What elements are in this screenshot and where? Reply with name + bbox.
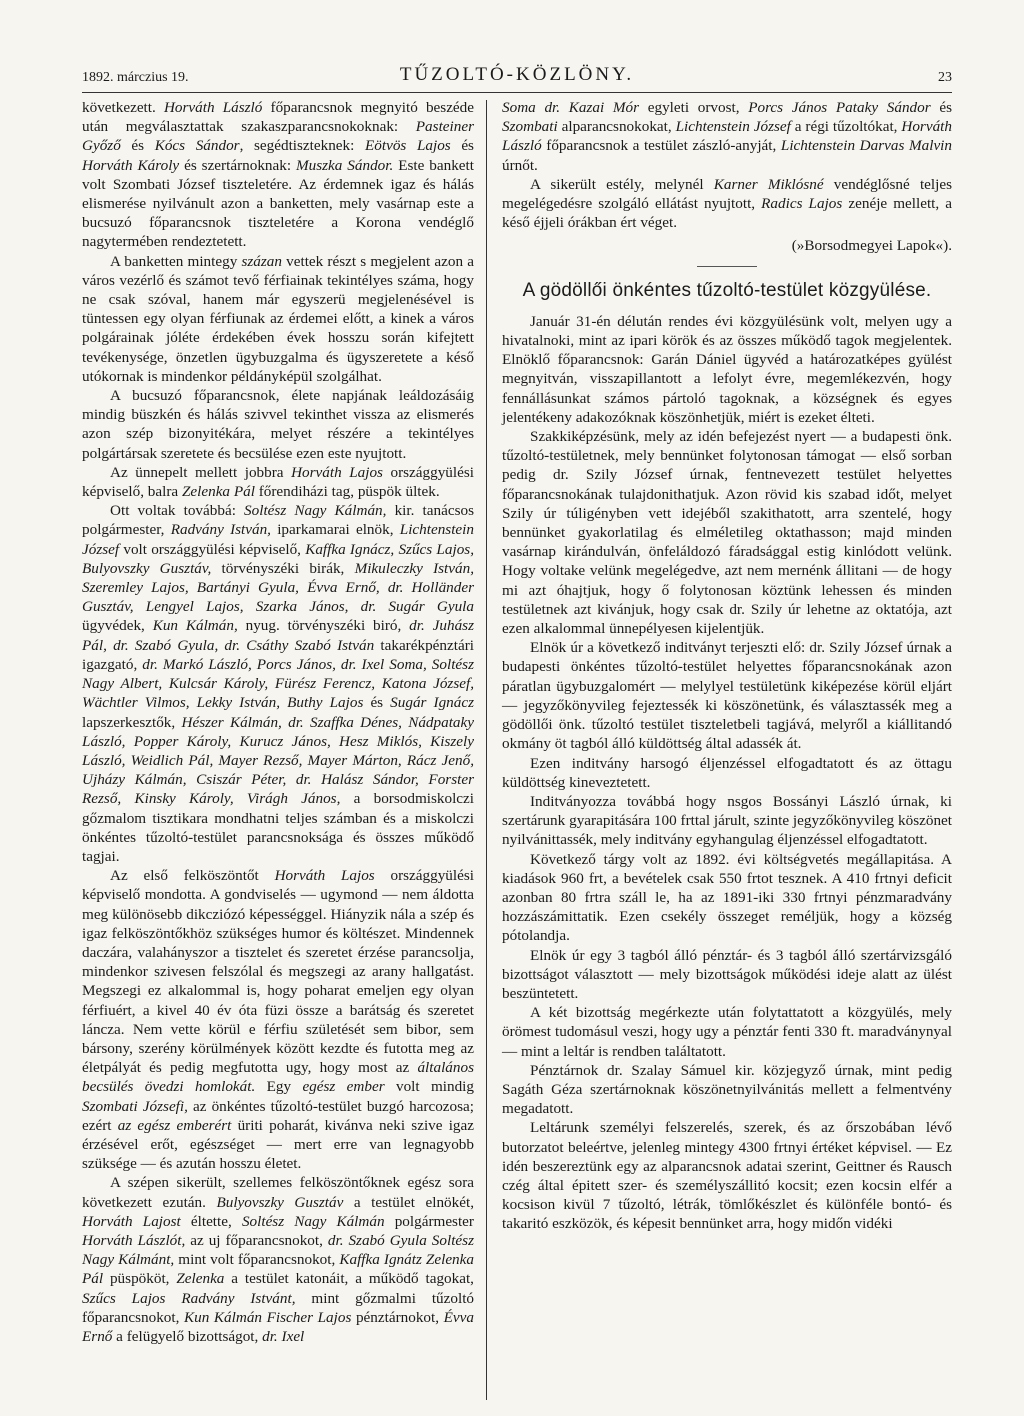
paragraph: Az ünnepelt mellett jobbra Horváth Lajos országgyülési képviselő, balra Zelenka Pál főrendiházi tag, püspök ültek. [82,463,474,501]
paragraph: A két bizottság megérkezte után folytattatott a közgyülés, mely örömest tudomásul veszi, hogy ugy a pénztár fenti 330 ft. maradványnyal — mint a leltár is rendben találtatott. [502,1004,952,1060]
paragraph: Következő tárgy volt az 1892. évi költségvetés megállapitása. A kiadások 960 frt, a bevételek csak 550 frtot tesznek. A 410 frtnyi deficit azonban 80 frtra száll le, ha az 1891-iki 330 frtnyi pénzmaradvány hozzászámittatik. Ezen csekély összeget reméljük, hogy a község pótolandja. [502,850,952,945]
source-attribution: (»Borsodmegyei Lapok«). [791,237,952,255]
paragraph: Pénztárnok dr. Szalay Sámuel kir. közjegyző úrnak, mint pedig Sagáth Géza szertárnoknak köszönetnyilvánitás mellett a felmentvény megadatott. [502,1061,952,1118]
paragraph: Az első felköszöntőt Horváth Lajos országgyülési képviselő mondotta. A gondviselés — ugymond — nem áldotta meg különösebb dikcziózó képességgel. Hiányzik nála a szép és igaz felköszöntőkhöz szükséges humor és költészet. Mindennek daczára, valahányszor a tisztelet és szeretet érzése parancsolja, mindenkor szivesen felszólal és megszegi az arany hallgatást. Megszegi ez alkalommal is, hogy poharat emeljen egy olyan férfiuért, a kivel 40 év óta füzi össze a barátság és szeretet láncza. Nem vette körül e férfiu születését sem bibor, sem bársony, szerény körülmények között kezdte és futotta meg az életpályát és pedig megfutotta ugy, hogy most az általános becsülés övedzi homlokát. Egy egész ember volt mindig Szombati Józsefi, az önkéntes tűzoltó-testület buzgó harcozosa; ezért az egész emberért üriti poharát, kivánva neki szive igaz érzésével erőt, egészséget — mert erre van legnagyobb szüksége — és azután hosszu életet. [82,867,475,1173]
paragraph: A bucsuzó főparancsnok, élete napjának leáldozásáig mindig büszkén és hálás szivvel tekinthet vissza az elismerés azon szép bizonyitékára, melyet részére a tekintélyes polgártársak szeretete és becsülése ezen este nyujtott. [82,387,474,462]
right-column [502,98,952,1234]
paragraph: A szépen sikerült, szellemes felköszöntőknek egész sora következett ezután. Bulyovszky Gusztáv a testület elnökét, Horváth Lajost éltette, Soltész Nagy Kálmán polgármester Horváth Lászlót, az uj főparancsnokot, dr. Szabó Gyula Soltész Nagy Kálmánt, mint volt főparancsnokot, Kaffka Ignátz Zelenka Pál püspököt, Zelenka a testület katonáit, a működő tagokat, Szűcs Lajos Radvány Istvánt, mint gőzmalmi tűzoltó főparancsnokot, Kun Kálmán Fischer Lajos pénztárnokot, Évva Ernő a felügyelő bizottságot, dr. Ixel [82,1174,475,1345]
paragraph: A sikerült estély, melynél Karner Miklósné vendéglősné teljes megelégedésre szolgáló ellátást nyujtott, Radics Lajos zenéje mellett, a késő éjjeli órákban ért véget. [502,175,953,232]
paragraph: következett. Horváth László főparancsnok megnyitó beszéde után megválasztattak szakaszparancsnokoknak: Pasteiner Győző és Kócs Sándor, segédtiszteknek: Eötvös Lajos és Horváth Károly és szertárnoknak: Muszka Sándor. Este bankett volt Szombati József tiszteletére. Az érdemnek igaz és hálás elismerése nyilvánult azon a banketten, mely vasárnap este a bucsuzó főparancsnok tiszteletére a Korona vendéglő nagytermében rendeztetett. [82,99,475,251]
paragraph: Ezen inditvány harsogó éljenzéssel elfogadtatott és az öttagu küldöttség kineveztetett. [502,754,952,791]
column-divider [486,100,487,1400]
paragraph: Január 31-én délután rendes évi közgyülésünk volt, melyen ugy a hivatalnoki, mint az ipari körök és az összes működő tagok megjelentek. Elnöklő főparancsnok: Garán Dániel ügyvéd a határozatképes gyülést megnyitván, visszapillantott a lefolyt évre, megemlékezvén, hogy fennállásunkat számos pártoló tagoknak, a községnek és egyes jelentékeny adakozóknak köszönhetjük, miért is ezeket élteti. [502,312,952,426]
paragraph: Soma dr. Kazai Mór egyleti orvost, Porcs János Pataky Sándor és Szombati alparancsnokokat, Lichtenstein József a régi tűzoltókat, Horváth László főparancsnok a testület zászló-anyját, Lichtenstein Darvas Malvin úrnőt. [502,99,952,174]
masthead-title: TŰZOLTÓ-KÖZLÖNY. [399,64,635,85]
paragraph: Szakkiképzésünk, mely az idén befejezést nyert — a budapesti önk. tűzoltó-testületnek, mely bennünket folytonosan támogat — első sorban pedig dr. Szily József úrnak, fentnevezett testület helyettes főparancsnokának tulajdonithatjuk. Azon rövid kis szabad időt, melyet Szily úr túligényben vett idejéből szakithatott, arra szentelé, hogy bennünket gyakorlatilag és elméletileg oktathasson; majd minden vasárnap kirándulván, önfeláldozó fáradsággal estig kinlódott velünk. Hogy voltake velünk megelégedve, azt nem mernénk állitani — de hogy mi azt óhajtjuk, hogy ő folytonosan köztünk lehessen és minden testületnek azt kivánjuk, hogy csak dr. Szily úr lehetne az oktatója, azt ezen alkalommal ünnepélyesen kijelentjük. [502,428,952,638]
previous-article-continuation [502,98,952,232]
page-header [82,64,952,90]
paragraph: Ott voltak továbbá: Soltész Nagy Kálmán, kir. tanácsos polgármester, Radvány István, iparkamarai elnök, Lichtenstein József volt országgyülési képviselő, Kaffka Ignácz, Szűcs Lajos, Bulyovszky Gusztáv, törvényszéki birák, Mikuleczky István, Szeremley Lajos, Bartányi Gyula, Évva Ernő, dr. Holländer Gusztáv, Lengyel Lajos, Szarka János, dr. Sugár Gyula ügyvédek, Kun Kálmán, nyug. törvényszéki biró, dr. Juhász Pál, dr. Szabó Gyula, dr. Csáthy Szabó István takarékpénztári igazgató, dr. Markó László, Porcs János, dr. Ixel Soma, Soltész Nagy Albert, Kulcsár Károly, Fürész Ferencz, Katona József, Wächtler Vilmos, Lekky István, Buthy Lajos és Sugár Ignácz lapszerkesztők, Hészer Kálmán, dr. Szaffka Dénes, Nádpataky László, Popper Károly, Kurucz János, Hesz Miklós, Kiszely László, Weidlich Pál, Mayer Rezső, Mayer Márton, Rácz Jenő, Ujházy Kálmán, Csiszár Péter, dr. Halász Sándor, Forster Rezső, Kinsky Károly, Virágh János, a borsodmiskolczi gőzmalom tisztikara mondhatni teljes számban és a miskolczi önkéntes tűzoltó-testület parancsnoksága és összes működő tagjai. [82,502,475,865]
paragraph: A banketten mintegy százan vettek részt s megjelent azon a város vezérlő és számot tevő férfiainak tekintélyes száma, hogy ne csak szóval, hanem már egyszerü megjelenésével is tüntessen egy olyan férfiunak az érdemei előtt, a kinek a város polgárainak jóléte érdekében évek hosszu során kifejtett tevékenysége, önzetlen ügybuzgalma és ügyszeretete a késő utókornak is mindenkor példányképül szolgálhat. [82,252,474,385]
article-body [502,312,952,1234]
left-column [82,98,474,1346]
article-separator [697,266,757,267]
paragraph: Elnök úr egy 3 tagból álló pénztár- és 3 tagból álló szertárvizsgáló bizottságot választott — mely bizottságok működési ideje alatt az ülést beszüntetett. [502,946,952,1002]
paragraph: Leltárunk személyi felszerelés, szerek, és az őrszobában lévő butorzatot beleértve, jelenleg mintegy 4300 frtnyi értéket képvisel. — Ez idén beszereztünk egy az alparancsnok adatai szerint, Geittner és Rausch czég által épitett szer- és személyszállitó kocsit; ezen kocsin elfér a kocsison kivül 7 tűzoltó, létrák, tömlőkészlet és különféle bontó- és takaritó eszközök, és képesit bennünket arra, hogy midőn vidéki [502,1119,952,1233]
issue-date: 1892. márczius 19. [82,70,189,85]
page-number: 23 [938,70,952,85]
paragraph: Inditványozza továbbá hogy nsgos Bossányi László úrnak, ki szertárunk gyarapitására 100 frttal járult, szinte jegyzőkönyvileg köszönet nyilvánittassék, mely inditvány egyhangulag éljenzéssel elfogadtatott. [502,792,952,849]
paragraph: Elnök úr a következő inditványt terjeszti elő: dr. Szily József úrnak a budapesti önkéntes tűzoltó-testület helyettes főparancsnokának azon páratlan ügybuzgalomért — melylyel testületünk kiképezése körül eljárt — jegyzőkönyvileg fejeztessék ki köszönetünk, és választassék meg a gödöllői önk. tűzoltó testület tiszteletbeli tagjává, melyről a kiállitandó okmány öt tagból álló küldöttség által adassék át. [502,639,952,753]
article-title: A gödöllői önkéntes tűzoltó-testület közgyülése. [522,279,932,301]
header-rule [82,92,952,93]
